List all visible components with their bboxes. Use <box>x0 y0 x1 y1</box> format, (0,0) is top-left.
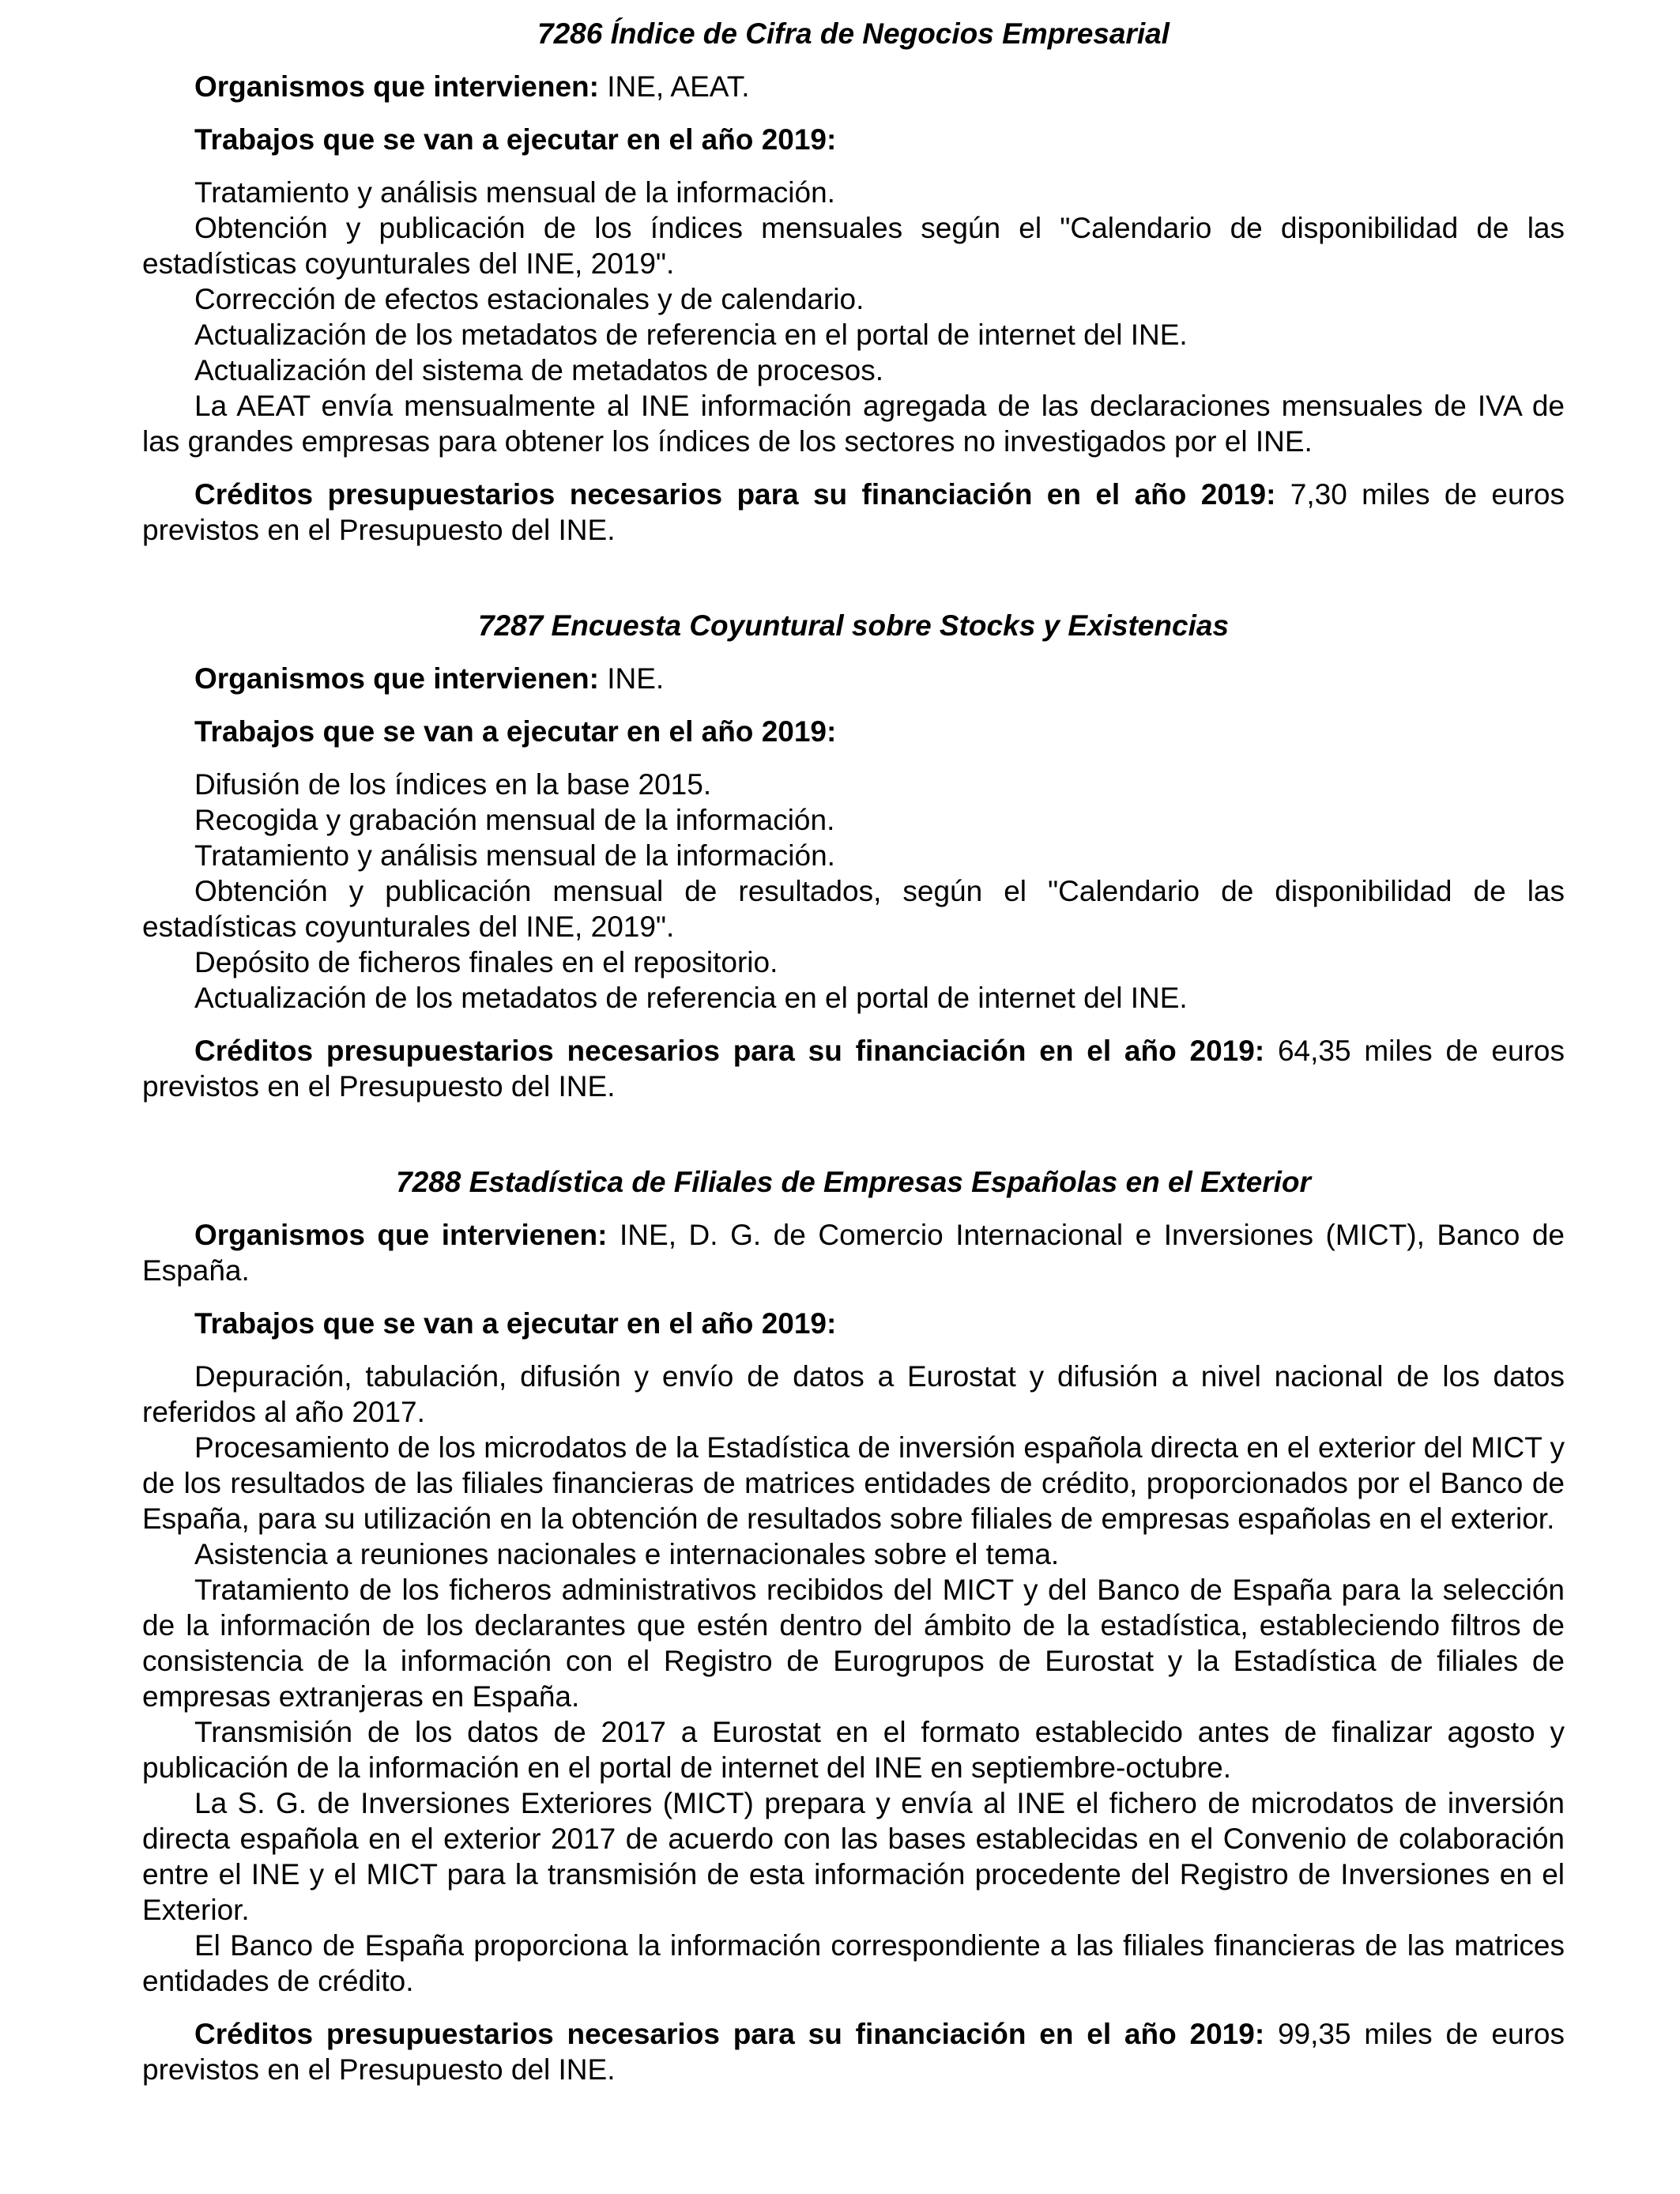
organismos-label: Organismos que intervienen: <box>194 70 599 103</box>
trabajos-heading <box>142 122 1565 157</box>
task-item: Obtención y publicación mensual de resultados, según el "Calendario de disponibilidad de las estadísticas coyunturales del INE, 2019". <box>142 875 1565 943</box>
task-item: Transmisión de los datos de 2017 a Eurostat en el formato establecido antes de finalizar agosto y publicación de la información en el portal de internet del INE en septiembre-octubre. <box>142 1716 1565 1784</box>
organismos-label: Organismos que intervienen: <box>194 1219 608 1251</box>
section-title: 7287 Encuesta Coyuntural sobre Stocks y Existencias <box>477 609 1230 642</box>
task-item: Recogida y grabación mensual de la información. <box>194 804 835 836</box>
task-item: Tratamiento y análisis mensual de la información. <box>194 839 835 872</box>
section-spacer <box>142 548 1565 608</box>
section-7287 <box>142 608 1565 1104</box>
section-spacer <box>142 1104 1565 1164</box>
organismos-value: INE. <box>598 662 665 695</box>
creditos-label: Créditos presupuestarios necesarios para su financiación en el año 2019: <box>194 478 1276 511</box>
organismos-paragraph <box>142 661 1565 696</box>
trabajos-label: Trabajos que se van a ejecutar en el año 2019: <box>194 715 837 748</box>
creditos-paragraph <box>142 477 1565 548</box>
task-item: Actualización del sistema de metadatos de procesos. <box>194 354 884 386</box>
organismos-label: Organismos que intervienen: <box>194 662 599 695</box>
trabajos-heading <box>142 1306 1565 1341</box>
organismos-paragraph <box>142 1217 1565 1288</box>
task-item: Depuración, tabulación, difusión y envío de datos a Eurostat y difusión a nivel nacional de los datos referidos al año 2017. <box>142 1360 1565 1428</box>
section-7286 <box>142 16 1565 548</box>
creditos-value: 7,30 miles de euros previstos en el Presupuesto del INE. <box>142 478 1565 546</box>
task-item: Corrección de efectos estacionales y de calendario. <box>194 283 864 315</box>
task-item: Actualización de los metadatos de referencia en el portal de internet del INE. <box>194 319 1188 351</box>
section-7288 <box>142 1164 1565 2087</box>
trabajos-label: Trabajos que se van a ejecutar en el año 2019: <box>194 1307 837 1340</box>
organismos-value: INE, AEAT. <box>598 70 750 103</box>
task-item: Tratamiento y análisis mensual de la información. <box>194 176 835 209</box>
task-item: Asistencia a reuniones nacionales e internacionales sobre el tema. <box>194 1538 1060 1570</box>
task-list <box>142 767 1565 1016</box>
trabajos-heading <box>142 714 1565 749</box>
task-item: Procesamiento de los microdatos de la Estadística de inversión española directa en el exterior del MICT y de los resultados de las filiales financieras de matrices entidades de crédito, proporcionados por el Banco de España, para su utilización en la obtención de resultados sobre filiales de empresas españolas en el exterior. <box>142 1431 1565 1535</box>
creditos-label: Créditos presupuestarios necesarios para su financiación en el año 2019: <box>194 1035 1265 1067</box>
section-title: 7286 Índice de Cifra de Negocios Empresarial <box>537 17 1170 50</box>
task-item: La S. G. de Inversiones Exteriores (MICT) prepara y envía al INE el fichero de microdatos de inversión directa española en el exterior 2017 de acuerdo con las bases establecidas en el Convenio de colaboración entre el INE y el MICT para la transmisión de esta información procedente del Registro de Inversiones en el Exterior. <box>142 1787 1565 1926</box>
task-item: Depósito de ficheros finales en el repositorio. <box>194 946 778 978</box>
task-item: La AEAT envía mensualmente al INE información agregada de las declaraciones mensuales de IVA de las grandes empresas para obtener los índices de los sectores no investigados por el INE. <box>142 390 1565 458</box>
task-item: El Banco de España proporciona la información correspondiente a las filiales financieras de las matrices entidades de crédito. <box>142 1929 1565 1997</box>
creditos-paragraph <box>142 1033 1565 1104</box>
organismos-paragraph <box>142 69 1565 104</box>
organismos-value: INE, D. G. de Comercio Internacional e Inversiones (MICT), Banco de España. <box>142 1219 1565 1287</box>
task-item: Obtención y publicación de los índices mensuales según el "Calendario de disponibilidad de las estadísticas coyunturales del INE, 2019". <box>142 212 1565 280</box>
task-item: Difusión de los índices en la base 2015. <box>194 768 712 801</box>
creditos-value: 64,35 miles de euros previstos en el Presupuesto del INE. <box>142 1035 1565 1103</box>
task-list <box>142 175 1565 459</box>
section-title: 7288 Estadística de Filiales de Empresas Españolas en el Exterior <box>396 1166 1311 1198</box>
task-item: Actualización de los metadatos de referencia en el portal de internet del INE. <box>194 982 1188 1014</box>
task-item: Tratamiento de los ficheros administrativos recibidos del MICT y del Banco de España para la selección de la información de los declarantes que estén dentro del ámbito de la estadística, estableciendo filtros de consistencia de la información con el Registro de Eurogrupos de Eurostat y la Estadística de filiales de empresas extranjeras en España. <box>142 1574 1565 1713</box>
creditos-value: 99,35 miles de euros previstos en el Presupuesto del INE. <box>142 2018 1565 2086</box>
task-list <box>142 1359 1565 1999</box>
document-page <box>142 16 1565 2087</box>
trabajos-label: Trabajos que se van a ejecutar en el año 2019: <box>194 123 837 156</box>
creditos-paragraph <box>142 2016 1565 2087</box>
creditos-label: Créditos presupuestarios necesarios para su financiación en el año 2019: <box>194 2018 1265 2050</box>
